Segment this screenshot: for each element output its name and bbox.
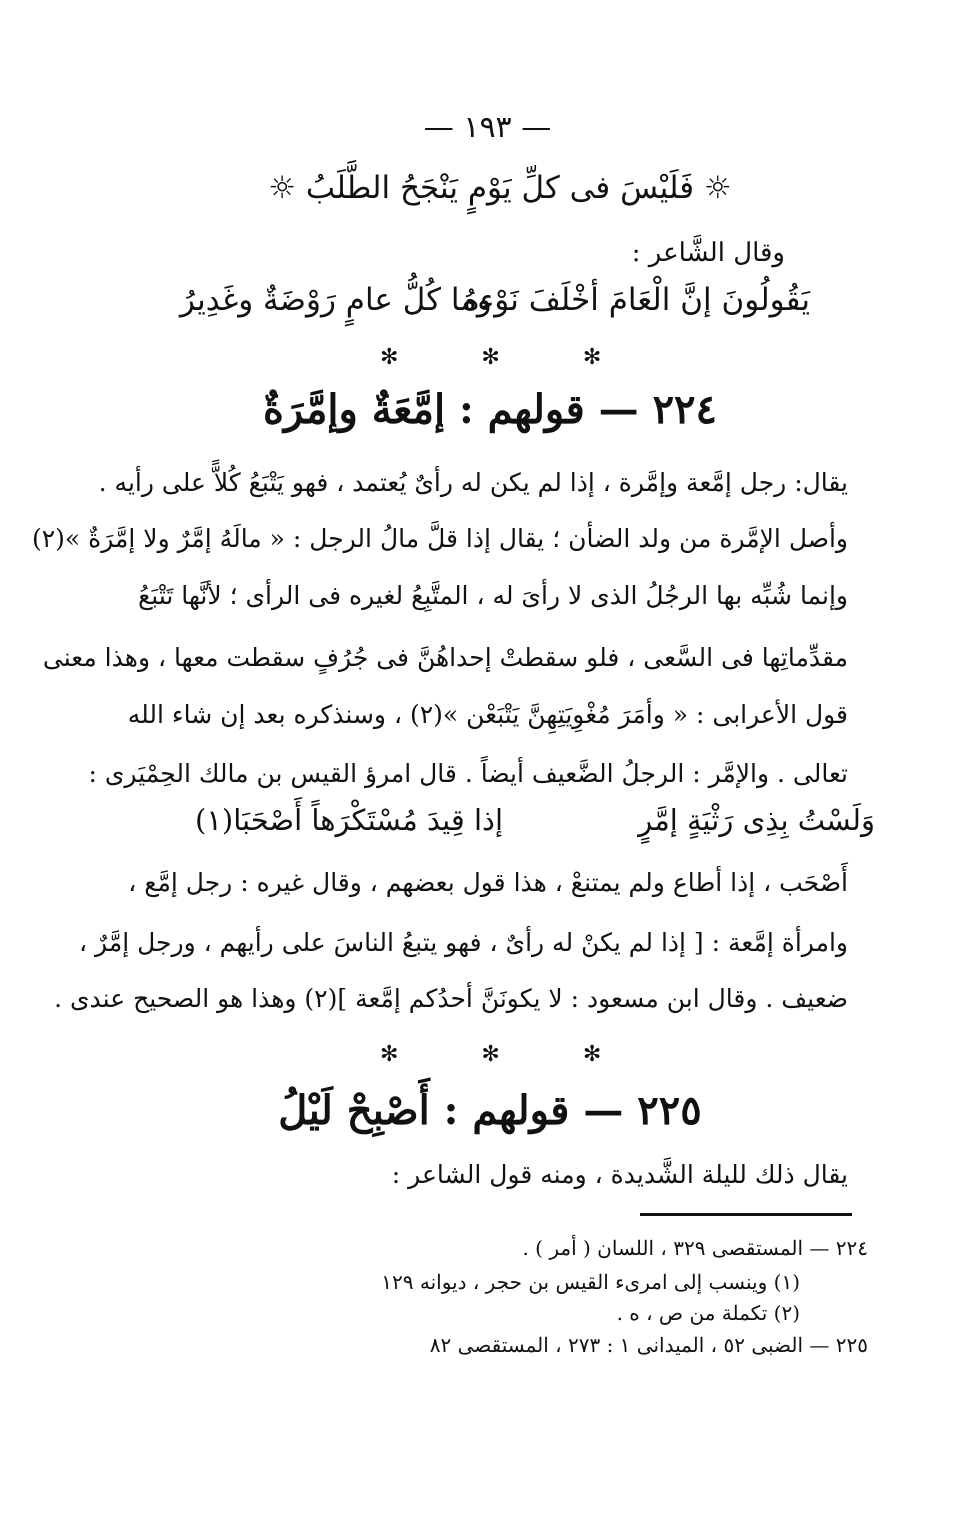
- footnote-rule: [640, 1213, 852, 1216]
- entry-224-line: مقدِّماتِها فى السَّعى ، فلو سقطتْ إحداهُنَّ فى جُرُفٍ سقطت معها ، وهذا معنى: [42, 643, 848, 672]
- footnote: (١) وينسب إلى امرىء القيس بن حجر ، ديوانه ١٢٩: [381, 1270, 800, 1294]
- quoted-verse: [175, 803, 875, 855]
- footnote: (٢) تكملة من ص ، ه .: [616, 1301, 800, 1325]
- section-separator: ✻ ✻ ✻: [380, 1042, 640, 1067]
- entry-224-line: وامرأة إمَّعة : [ إذا لم يكنْ له رأىٌ ، فهو يتبعُ الناسَ على رأيهم ، ورجل إمَّرٌ ،: [79, 928, 848, 957]
- entry-225-heading: ٢٢٥ — قولهم : أَصْبِحْ لَيْلُ: [278, 1087, 702, 1134]
- footnote: ٢٢٥ — الضبى ٥٢ ، الميدانى ١ : ٢٧٣ ، المستقصى ٨٢: [429, 1333, 868, 1357]
- entry-225-line: يقال ذلك لليلة الشَّديدة ، ومنه قول الشاعر :: [391, 1160, 848, 1189]
- entry-224-heading: ٢٢٤ — قولهم : إمَّعَةٌ وإمَّرَةٌ: [262, 386, 718, 433]
- couplet-first-hemistich: يَقُولُونَ إنَّ الْعَامَ أخْلَفَ نَوْءهُ: [463, 282, 810, 318]
- couplet-second-hemistich: وما كُلُّ عامٍ رَوْضَةٌ وغَدِيرُ: [180, 282, 492, 318]
- entry-224-line: يقال: رجل إمَّعة وإمَّرة ، إذا لم يكن له رأىٌ يُعتمد ، فهو يَتْبَعُ كُلاًّ على رأيه .: [98, 468, 848, 497]
- entry-224-line: أَصْحَب ، إذا أطاع ولم يمتنعْ ، هذا قول بعضهم ، وقال غيره : رجل إمَّع ،: [128, 868, 848, 897]
- poet-intro-line: وقال الشَّاعر :: [631, 238, 785, 268]
- verse-second-hemistich: إذا قِيدَ مُسْتَكْرَهاً أَصْحَبَا(١): [195, 803, 504, 837]
- entry-224-line: وأصل الإمَّرة من ولد الضأن ؛ يقال إذا قلَّ مالُ الرجل : « مالَهُ إمَّرٌ ولا إمَّرَةٌ »(٢): [31, 524, 848, 553]
- entry-224-line: تعالى . والإمَّر : الرجلُ الضَّعيف أيضاً . قال امرؤ القيس بن مالك الحِمْيَرى :: [88, 759, 848, 788]
- section-separator: ✻ ✻ ✻: [380, 345, 640, 370]
- verse-first-hemistich: وَلَسْتُ بِذِى رَثْيَةٍ إمَّرٍ: [638, 803, 875, 837]
- opening-verse: ☼ فَلَيْسَ فى كلِّ يَوْمٍ يَنْجَحُ الطَّلَبُ ☼: [268, 170, 732, 206]
- entry-224-line: وإنما شُبِّه بها الرجُلُ الذى لا رأىَ له ، المتَّبِعُ لغيره فى الرأى ؛ لأنَّها تَتْبَعُ: [137, 581, 848, 610]
- footnote: ٢٢٤ — المستقصى ٣٢٩ ، اللسان ( أمر ) .: [522, 1236, 868, 1260]
- entry-224-line: قول الأعرابى : « وأمَرَ مُغْوِيَتِهِنَّ يَتْبَعْن »(٢) ، وسنذكره بعد إن شاء الله: [127, 700, 848, 729]
- page-number: — ١٩٣ —: [423, 110, 552, 145]
- poem-couplet: [150, 282, 810, 334]
- entry-224-line: ضعيف . وقال ابن مسعود : لا يكونَنَّ أحدُكم إمَّعة ](٢) وهذا هو الصحيح عندى .: [54, 984, 848, 1013]
